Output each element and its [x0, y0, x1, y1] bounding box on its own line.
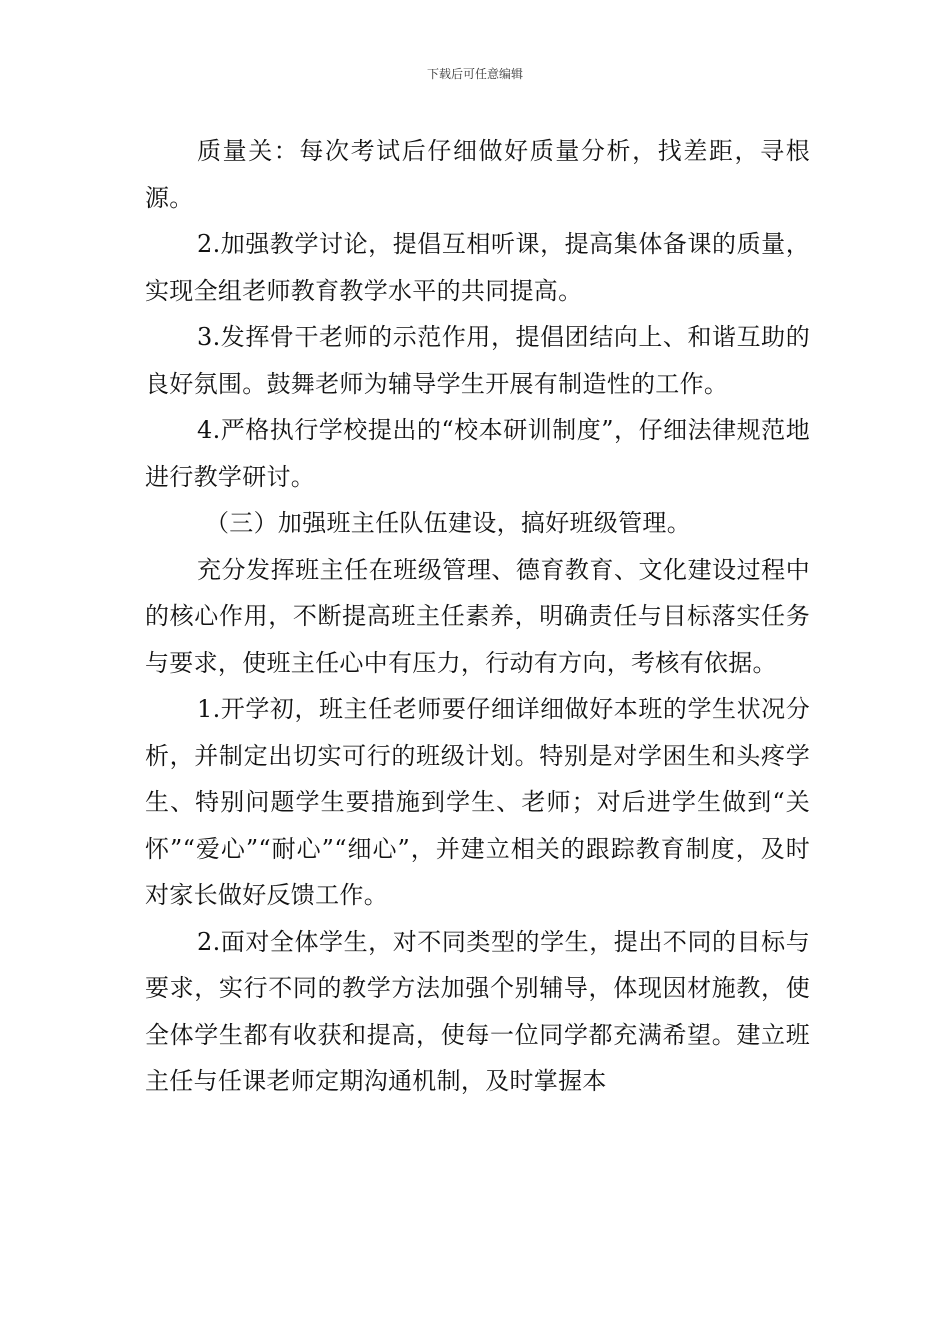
paragraph-item-2-all-students: 2.面对全体学生，对不同类型的学生，提出不同的目标与要求，实行不同的教学方法加强个别辅导，体现因材施教，使全体学生都有收获和提高，使每一位同学都充满希望。建立班主任与任课老师定期沟通机制，及时掌握本	[145, 927, 810, 1095]
document-body	[145, 128, 810, 1105]
paragraph-class-teacher-role: 充分发挥班主任在班级管理、德育教育、文化建设过程中的核心作用，不断提高班主任素养，明确责任与目标落实任务与要求，使班主任心中有压力，行动有方向，考核有依据。	[145, 555, 810, 677]
paragraph-quality-check: 质量关：每次考试后仔细做好质量分析，找差距，寻根源。	[145, 137, 810, 212]
paragraph-item-2-teaching-discussion: 2.加强教学讨论，提倡互相听课，提高集体备课的质量，实现全组老师教育教学水平的共同提高。	[145, 230, 810, 305]
page-header: 下载后可任意编辑	[426, 67, 523, 81]
section-heading-class-teacher: （三）加强班主任队伍建设，搞好班级管理。	[205, 509, 691, 537]
paragraph-item-3-backbone-teachers: 3.发挥骨干老师的示范作用，提倡团结向上、和谐互助的良好氛围。鼓舞老师为辅导学生开展有制造性的工作。	[145, 323, 810, 398]
paragraph-item-4-school-research: 4.严格执行学校提出的“校本研训制度”，仔细法律规范地进行教学研讨。	[145, 416, 810, 491]
paragraph-item-1-semester-start: 1.开学初，班主任老师要仔细详细做好本班的学生状况分析，并制定出切实可行的班级计划。特别是对学困生和头疼学生、特别问题学生要措施到学生、老师；对后进学生做到“关怀”“爱心”“耐心”“细心”，并建立相关的跟踪教育制度，及时对家长做好反馈工作。	[145, 695, 810, 909]
